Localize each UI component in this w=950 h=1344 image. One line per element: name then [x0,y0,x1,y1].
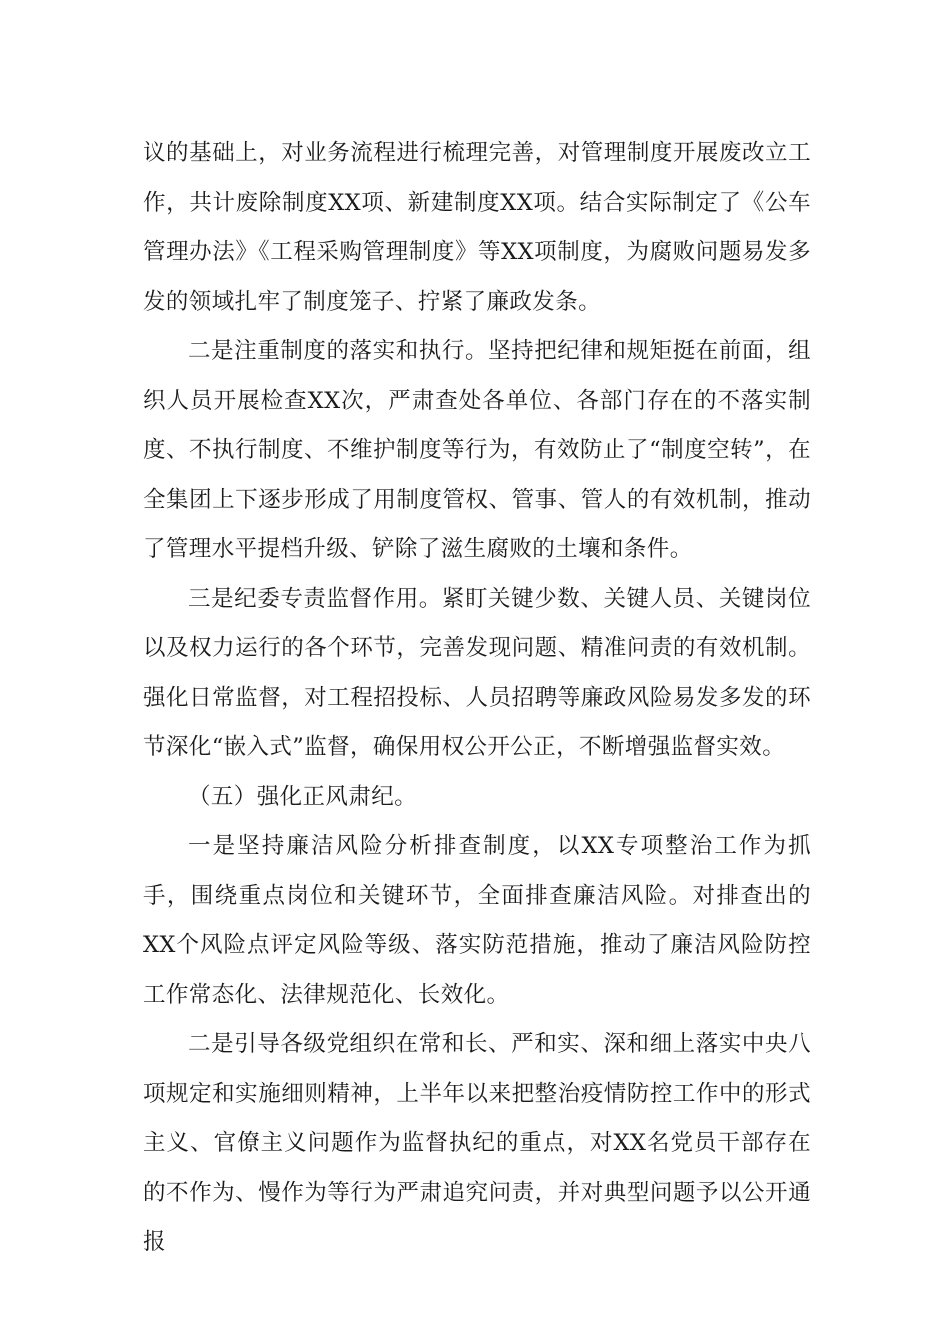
paragraph-system-cleanup: 议的基础上，对业务流程进行梳理完善，对管理制度开展废改立工作，共计废除制度XX项、新建制度XX项。结合实际制定了《公车管理办法》《工程采购管理制度》等XX项制度，为腐败问题易发多发的领域扎牢了制度笼子、拧紧了廉政发条。 [143,140,811,315]
paragraph-system-implementation: 二是注重制度的落实和执行。坚持把纪律和规矩挺在前面，组织人员开展检查XX次，严肃查处各单位、各部门存在的不落实制度、不执行制度、不维护制度等行为，有效防止了“制度空转”，在全集团上下逐步形成了用制度管权、管事、管人的有效机制，推动了管理水平提档升级、铲除了滋生腐败的土壤和条件。 [143,338,811,562]
paragraph-discipline-supervision: 三是纪委专责监督作用。紧盯关键少数、关键人员、关键岗位以及权力运行的各个环节，完善发现问题、精准问责的有效机制。强化日常监督，对工程招投标、人员招聘等廉政风险易发多发的环节深化“嵌入式”监督，确保用权公开公正，不断增强监督实效。 [143,585,811,760]
paragraph-eight-rules: 二是引导各级党组织在常和长、严和实、深和细上落实中央八项规定和实施细则精神，上半年以来把整治疫情防控工作中的形式主义、官僚主义问题作为监督执纪的重点，对XX名党员干部存在的不作为、慢作为等行为严肃追究问责，并对典型问题予以公开通报 [143,1031,811,1255]
document-body [143,129,811,1268]
section-heading-discipline: （五）强化正风肃纪。 [188,783,418,810]
paragraph-risk-screening: 一是坚持廉洁风险分析排查制度，以XX专项整治工作为抓手，围绕重点岗位和关键环节，全面排查廉洁风险。对排查出的XX个风险点评定风险等级、落实防范措施，推动了廉洁风险防控工作常态化、法律规范化、长效化。 [143,833,811,1008]
